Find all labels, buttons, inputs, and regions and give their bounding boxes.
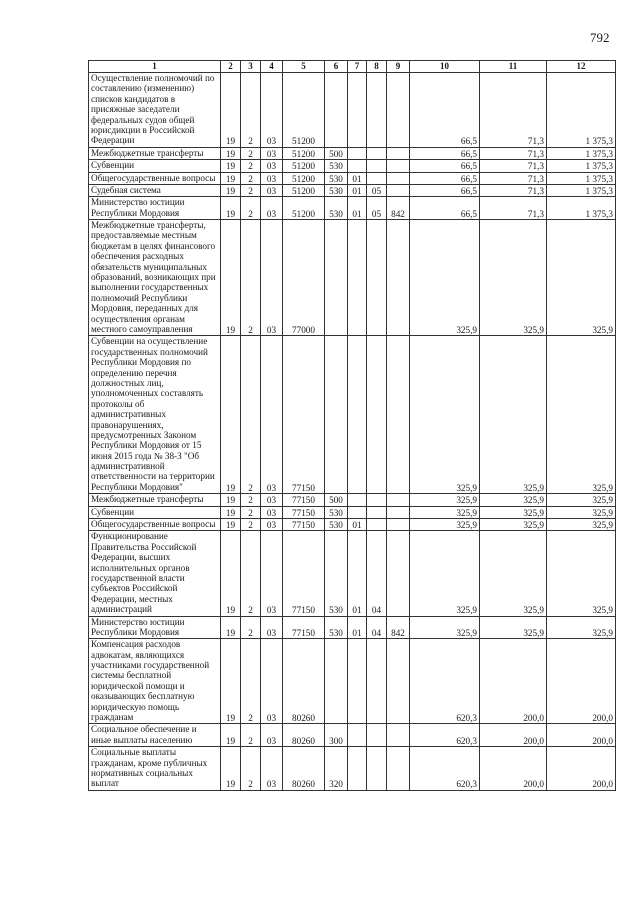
row-cell-col-12: 325,9 (547, 531, 616, 616)
row-cell-col-3: 2 (241, 506, 261, 518)
row-cell-col-7 (348, 506, 367, 518)
row-cell-col-5: 51200 (283, 160, 325, 172)
row-cell-col-6: 300 (325, 724, 348, 747)
column-header-8: 8 (367, 61, 387, 73)
column-header-10: 10 (410, 61, 480, 73)
row-cell-col-12: 325,9 (547, 220, 616, 336)
row-cell-col-2: 19 (221, 531, 241, 616)
row-cell-col-11: 325,9 (480, 531, 547, 616)
row-cell-col-7: 01 (348, 616, 367, 639)
row-cell-col-8: 04 (367, 616, 387, 639)
row-cell-col-9 (387, 506, 410, 518)
row-cell-col-8 (367, 519, 387, 531)
row-cell-col-8: 05 (367, 197, 387, 220)
row-cell-col-9 (387, 531, 410, 616)
row-cell-col-9 (387, 147, 410, 159)
row-cell-col-12: 325,9 (547, 494, 616, 506)
row-cell-col-9 (387, 73, 410, 148)
row-cell-col-7: 01 (348, 184, 367, 196)
row-cell-col-11: 325,9 (480, 220, 547, 336)
row-cell-col-2: 19 (221, 519, 241, 531)
row-cell-col-11: 325,9 (480, 336, 547, 494)
row-cell-col-7 (348, 147, 367, 159)
table-row (89, 494, 616, 506)
row-cell-col-2: 19 (221, 494, 241, 506)
column-header-12: 12 (547, 61, 616, 73)
row-cell-col-6: 530 (325, 519, 348, 531)
row-cell-col-12: 1 375,3 (547, 147, 616, 159)
row-cell-col-3: 2 (241, 184, 261, 196)
row-cell-col-3: 2 (241, 336, 261, 494)
row-cell-col-12: 200,0 (547, 747, 616, 791)
column-header-7: 7 (348, 61, 367, 73)
row-cell-col-10: 66,5 (410, 197, 480, 220)
row-cell-col-8 (367, 639, 387, 724)
row-cell-col-4: 03 (261, 197, 283, 220)
row-name-cell: Субвенции (89, 506, 221, 518)
row-cell-col-4: 03 (261, 336, 283, 494)
row-cell-col-11: 71,3 (480, 160, 547, 172)
row-cell-col-3: 2 (241, 747, 261, 791)
row-cell-col-5: 51200 (283, 147, 325, 159)
row-cell-col-4: 03 (261, 506, 283, 518)
row-cell-col-10: 66,5 (410, 160, 480, 172)
row-cell-col-6 (325, 639, 348, 724)
row-cell-col-10: 325,9 (410, 336, 480, 494)
row-cell-col-6: 320 (325, 747, 348, 791)
table-row (89, 220, 616, 336)
row-cell-col-8 (367, 336, 387, 494)
row-cell-col-7 (348, 160, 367, 172)
table-row (89, 73, 616, 148)
row-cell-col-10: 620,3 (410, 747, 480, 791)
row-cell-col-10: 66,5 (410, 147, 480, 159)
row-cell-col-5: 77150 (283, 506, 325, 518)
column-header-5: 5 (283, 61, 325, 73)
row-cell-col-11: 71,3 (480, 147, 547, 159)
row-cell-col-11: 325,9 (480, 494, 547, 506)
row-name-cell: Социальные выплаты гражданам, кроме публичных нормативных социальных выплат (89, 747, 221, 791)
row-cell-col-8 (367, 724, 387, 747)
row-cell-col-7: 01 (348, 519, 367, 531)
row-cell-col-4: 03 (261, 184, 283, 196)
row-cell-col-10: 325,9 (410, 506, 480, 518)
row-cell-col-3: 2 (241, 519, 261, 531)
row-cell-col-5: 80260 (283, 747, 325, 791)
row-cell-col-8 (367, 220, 387, 336)
row-cell-col-10: 325,9 (410, 531, 480, 616)
row-cell-col-5: 80260 (283, 639, 325, 724)
row-cell-col-3: 2 (241, 531, 261, 616)
row-cell-col-2: 19 (221, 724, 241, 747)
row-cell-col-9 (387, 519, 410, 531)
row-cell-col-6: 530 (325, 160, 348, 172)
row-cell-col-7: 01 (348, 197, 367, 220)
row-cell-col-7 (348, 336, 367, 494)
row-name-cell: Субвенции (89, 160, 221, 172)
row-cell-col-3: 2 (241, 639, 261, 724)
row-cell-col-9 (387, 220, 410, 336)
row-cell-col-9: 842 (387, 616, 410, 639)
row-cell-col-7 (348, 73, 367, 148)
row-name-cell: Общегосударственные вопросы (89, 172, 221, 184)
row-cell-col-10: 325,9 (410, 220, 480, 336)
table-row (89, 160, 616, 172)
row-cell-col-3: 2 (241, 172, 261, 184)
row-cell-col-2: 19 (221, 160, 241, 172)
row-cell-col-9 (387, 160, 410, 172)
row-cell-col-2: 19 (221, 197, 241, 220)
row-cell-col-11: 200,0 (480, 724, 547, 747)
row-cell-col-3: 2 (241, 494, 261, 506)
row-cell-col-6: 530 (325, 616, 348, 639)
table-row (89, 531, 616, 616)
row-cell-col-10: 325,9 (410, 616, 480, 639)
row-cell-col-10: 620,3 (410, 639, 480, 724)
row-cell-col-3: 2 (241, 197, 261, 220)
table-row (89, 639, 616, 724)
row-name-cell: Функционирование Правительства Российской Федерации, высших исполнительных органов государственной власти субъектов Российской Федерации, местных администраций (89, 531, 221, 616)
row-cell-col-5: 77150 (283, 531, 325, 616)
row-name-cell: Межбюджетные трансферты, предоставляемые местным бюджетам в целях финансового обеспечения расходных обязательств муниципальных образований, возникающих при выполнении государственных полномочий Республики Мордовия, переданных для осуществления органам местного самоуправления (89, 220, 221, 336)
row-cell-col-12: 325,9 (547, 519, 616, 531)
row-cell-col-8: 04 (367, 531, 387, 616)
row-cell-col-2: 19 (221, 147, 241, 159)
column-header-6: 6 (325, 61, 348, 73)
row-name-cell: Компенсация расходов адвокатам, являющихся участниками государственной системы бесплатной юридической помощи и оказывающих бесплатную юридическую помощь гражданам (89, 639, 221, 724)
row-cell-col-6 (325, 73, 348, 148)
row-cell-col-9 (387, 639, 410, 724)
row-cell-col-11: 200,0 (480, 639, 547, 724)
row-cell-col-11: 325,9 (480, 616, 547, 639)
row-cell-col-12: 1 375,3 (547, 73, 616, 148)
table-row (89, 506, 616, 518)
header-row (89, 61, 616, 73)
row-cell-col-8 (367, 147, 387, 159)
row-cell-col-6: 530 (325, 531, 348, 616)
row-cell-col-11: 71,3 (480, 197, 547, 220)
page-number: 792 (590, 30, 610, 45)
row-cell-col-3: 2 (241, 724, 261, 747)
row-cell-col-2: 19 (221, 639, 241, 724)
row-cell-col-5: 51200 (283, 184, 325, 196)
row-cell-col-4: 03 (261, 494, 283, 506)
row-cell-col-11: 325,9 (480, 506, 547, 518)
budget-table (88, 60, 616, 791)
row-cell-col-4: 03 (261, 220, 283, 336)
table-row (89, 616, 616, 639)
row-cell-col-2: 19 (221, 747, 241, 791)
row-cell-col-5: 51200 (283, 73, 325, 148)
row-cell-col-10: 325,9 (410, 519, 480, 531)
row-cell-col-12: 200,0 (547, 639, 616, 724)
row-cell-col-9 (387, 724, 410, 747)
row-cell-col-12: 325,9 (547, 616, 616, 639)
table-row (89, 336, 616, 494)
row-cell-col-10: 66,5 (410, 172, 480, 184)
row-name-cell: Министерство юстиции Республики Мордовия (89, 616, 221, 639)
row-cell-col-6: 530 (325, 172, 348, 184)
row-cell-col-8 (367, 73, 387, 148)
row-cell-col-7 (348, 639, 367, 724)
row-cell-col-4: 03 (261, 616, 283, 639)
column-header-4: 4 (261, 61, 283, 73)
row-name-cell: Общегосударственные вопросы (89, 519, 221, 531)
row-cell-col-5: 51200 (283, 197, 325, 220)
row-cell-col-9 (387, 747, 410, 791)
row-cell-col-9 (387, 172, 410, 184)
row-cell-col-6: 530 (325, 197, 348, 220)
row-cell-col-10: 620,3 (410, 724, 480, 747)
table-row (89, 172, 616, 184)
row-cell-col-3: 2 (241, 160, 261, 172)
row-cell-col-2: 19 (221, 184, 241, 196)
table-row (89, 147, 616, 159)
table-row (89, 747, 616, 791)
row-name-cell: Осуществление полномочий по составлению (изменению) списков кандидатов в присяжные заседатели федеральных судов общей юрисдикции в Российской Федерации (89, 73, 221, 148)
row-cell-col-11: 325,9 (480, 519, 547, 531)
row-cell-col-3: 2 (241, 616, 261, 639)
row-cell-col-6: 500 (325, 147, 348, 159)
row-cell-col-5: 80260 (283, 724, 325, 747)
row-cell-col-12: 200,0 (547, 724, 616, 747)
row-cell-col-11: 71,3 (480, 184, 547, 196)
row-cell-col-3: 2 (241, 73, 261, 148)
row-cell-col-6 (325, 220, 348, 336)
row-cell-col-12: 1 375,3 (547, 184, 616, 196)
row-cell-col-2: 19 (221, 220, 241, 336)
row-cell-col-7: 01 (348, 172, 367, 184)
table-row (89, 519, 616, 531)
row-cell-col-8 (367, 747, 387, 791)
row-cell-col-9 (387, 184, 410, 196)
row-name-cell: Субвенции на осуществление государственных полномочий Республики Мордовия по определению перечня должностных лиц, уполномоченных составлять протоколы об административных правонарушениях, предусмотренных Законом Республики Мордовия от 15 июня 2015 года № 38-З "Об административной ответственности на территории Республики Мордовия" (89, 336, 221, 494)
row-cell-col-7 (348, 747, 367, 791)
table-body (89, 73, 616, 791)
column-header-2: 2 (221, 61, 241, 73)
row-cell-col-3: 2 (241, 147, 261, 159)
row-cell-col-8 (367, 494, 387, 506)
row-cell-col-4: 03 (261, 639, 283, 724)
row-name-cell: Судебная система (89, 184, 221, 196)
row-cell-col-4: 03 (261, 519, 283, 531)
row-cell-col-2: 19 (221, 73, 241, 148)
row-cell-col-7: 01 (348, 531, 367, 616)
row-cell-col-12: 1 375,3 (547, 160, 616, 172)
row-cell-col-6 (325, 336, 348, 494)
row-cell-col-8: 05 (367, 184, 387, 196)
row-cell-col-9: 842 (387, 197, 410, 220)
row-cell-col-4: 03 (261, 147, 283, 159)
column-header-11: 11 (480, 61, 547, 73)
column-header-3: 3 (241, 61, 261, 73)
row-cell-col-6: 530 (325, 184, 348, 196)
row-cell-col-11: 200,0 (480, 747, 547, 791)
row-cell-col-12: 1 375,3 (547, 172, 616, 184)
row-cell-col-5: 77150 (283, 336, 325, 494)
column-header-9: 9 (387, 61, 410, 73)
row-cell-col-11: 71,3 (480, 172, 547, 184)
row-cell-col-5: 77150 (283, 519, 325, 531)
row-cell-col-7 (348, 494, 367, 506)
row-cell-col-5: 77150 (283, 494, 325, 506)
row-cell-col-5: 51200 (283, 172, 325, 184)
row-cell-col-12: 325,9 (547, 506, 616, 518)
row-cell-col-5: 77000 (283, 220, 325, 336)
row-cell-col-12: 325,9 (547, 336, 616, 494)
row-cell-col-5: 77150 (283, 616, 325, 639)
row-cell-col-8 (367, 506, 387, 518)
row-cell-col-9 (387, 494, 410, 506)
table-row (89, 724, 616, 747)
row-cell-col-6: 530 (325, 506, 348, 518)
row-cell-col-11: 71,3 (480, 73, 547, 148)
row-cell-col-2: 19 (221, 172, 241, 184)
table-row (89, 197, 616, 220)
row-cell-col-7 (348, 724, 367, 747)
row-name-cell: Межбюджетные трансферты (89, 494, 221, 506)
row-cell-col-4: 03 (261, 73, 283, 148)
row-name-cell: Межбюджетные трансферты (89, 147, 221, 159)
row-cell-col-9 (387, 336, 410, 494)
row-cell-col-8 (367, 172, 387, 184)
row-name-cell: Министерство юстиции Республики Мордовия (89, 197, 221, 220)
row-cell-col-2: 19 (221, 336, 241, 494)
row-cell-col-3: 2 (241, 220, 261, 336)
row-cell-col-4: 03 (261, 724, 283, 747)
row-cell-col-10: 325,9 (410, 494, 480, 506)
row-cell-col-8 (367, 160, 387, 172)
row-cell-col-2: 19 (221, 506, 241, 518)
row-cell-col-12: 1 375,3 (547, 197, 616, 220)
row-name-cell: Социальное обеспечение и иные выплаты населению (89, 724, 221, 747)
row-cell-col-7 (348, 220, 367, 336)
row-cell-col-4: 03 (261, 531, 283, 616)
row-cell-col-4: 03 (261, 172, 283, 184)
column-header-1: 1 (89, 61, 221, 73)
row-cell-col-10: 66,5 (410, 184, 480, 196)
row-cell-col-10: 66,5 (410, 73, 480, 148)
row-cell-col-4: 03 (261, 747, 283, 791)
row-cell-col-6: 500 (325, 494, 348, 506)
table-row (89, 184, 616, 196)
row-cell-col-4: 03 (261, 160, 283, 172)
row-cell-col-2: 19 (221, 616, 241, 639)
